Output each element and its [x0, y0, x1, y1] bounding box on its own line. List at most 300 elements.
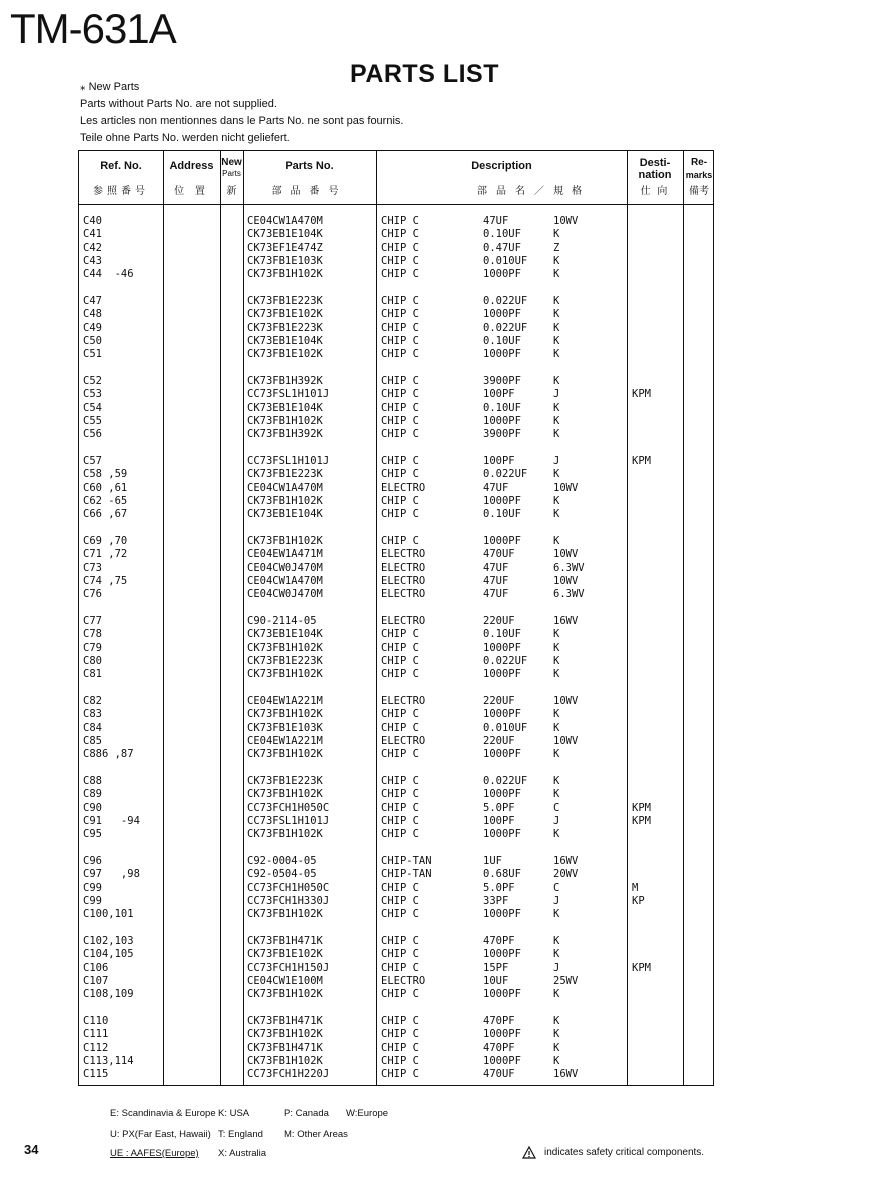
part-name-cell: ELECTRO	[381, 574, 426, 587]
ref-cell: C89	[83, 788, 102, 801]
part-number-cell: CK73EF1E474Z	[247, 241, 323, 254]
parts-group	[79, 375, 715, 455]
rating-cell: K	[553, 494, 560, 507]
value-cell: 0.68UF	[483, 868, 521, 881]
part-number-cell: CE04EW1A471M	[247, 548, 323, 561]
part-number-cell: CK73FB1E223K	[247, 654, 323, 667]
table-row	[79, 562, 715, 575]
part-number-cell: CK73FB1H102K	[247, 788, 323, 801]
rating-cell: K	[553, 721, 560, 734]
value-cell: 0.10UF	[483, 508, 521, 521]
value-cell: 47UF	[483, 215, 509, 227]
part-number-cell: CC73FCH1H050C	[247, 801, 330, 814]
ref-cell: C90	[83, 801, 102, 814]
part-number-cell: CK73FB1H471K	[247, 1015, 323, 1027]
rating-cell: K	[553, 308, 560, 321]
part-number-cell: CK73FB1H102K	[247, 414, 323, 427]
rating-cell: K	[553, 788, 560, 801]
table-row	[79, 908, 715, 921]
part-name-cell: CHIP-TAN	[381, 868, 432, 881]
part-name-cell: ELECTRO	[381, 734, 426, 747]
ref-cell: C80	[83, 654, 102, 667]
part-name-cell: CHIP C	[381, 295, 419, 307]
notes-block	[80, 79, 403, 147]
part-number-cell: C90-2114-05	[247, 615, 317, 627]
part-number-cell: CE04CW0J470M	[247, 561, 323, 574]
ref-cell: C56	[83, 428, 102, 441]
table-row	[79, 375, 715, 388]
col-header-address: Address	[169, 160, 214, 172]
rating-cell: J	[553, 814, 560, 827]
table-row	[79, 868, 715, 881]
rating-cell: 16WV	[553, 855, 579, 867]
value-cell: 470PF	[483, 935, 515, 947]
rating-cell: 10WV	[553, 695, 579, 707]
value-cell: 5.0PF	[483, 801, 515, 814]
part-name-cell: CHIP C	[381, 788, 419, 801]
rating-cell: K	[553, 775, 560, 787]
table-row	[79, 295, 715, 308]
part-name-cell: CHIP C	[381, 268, 419, 281]
col-header-destination-jp: 仕 向	[640, 186, 670, 197]
part-number-cell: CK73FB1H102K	[247, 268, 323, 281]
part-number-cell: CK73FB1H102K	[247, 494, 323, 507]
table-row	[79, 668, 715, 681]
part-name-cell: CHIP C	[381, 721, 419, 734]
table-row	[79, 455, 715, 468]
rating-cell: K	[553, 375, 560, 387]
table-row	[79, 308, 715, 321]
ref-cell: C81	[83, 668, 102, 681]
part-name-cell: CHIP C	[381, 321, 419, 334]
value-cell: 1000PF	[483, 535, 521, 547]
table-row	[79, 388, 715, 401]
rating-cell: 10WV	[553, 734, 579, 747]
table-row	[79, 215, 715, 228]
part-number-cell: CK73EB1E104K	[247, 508, 323, 521]
part-name-cell: CHIP C	[381, 1054, 419, 1067]
ref-cell: C99	[83, 894, 102, 907]
part-name-cell: CHIP C	[381, 308, 419, 321]
part-name-cell: CHIP C	[381, 654, 419, 667]
part-number-cell: CK73FB1H102K	[247, 535, 323, 547]
ref-cell: C78	[83, 628, 102, 641]
table-row	[79, 815, 715, 828]
ref-cell: C73	[83, 561, 102, 574]
col-header-destination: Desti- nation	[638, 157, 672, 181]
value-cell: 1000PF	[483, 1054, 521, 1067]
new-parts-note: ⁎ New Parts	[80, 81, 140, 93]
note-fr: Les articles non mentionnes dans le Parts No. ne sont pas fournis.	[80, 115, 404, 127]
note-en: Parts without Parts No. are not supplied.	[80, 98, 277, 110]
model-number: TM-631A	[10, 5, 176, 52]
rating-cell: K	[553, 628, 560, 641]
ref-cell: C111	[83, 1028, 109, 1041]
table-row	[79, 508, 715, 521]
part-name-cell: CHIP C	[381, 801, 419, 814]
col-header-description: Description	[471, 160, 532, 172]
part-name-cell: CHIP C	[381, 334, 419, 347]
rating-cell: 25WV	[553, 974, 579, 987]
parts-group	[79, 295, 715, 375]
part-number-cell: CC73FCH1H050C	[247, 881, 330, 894]
rating-cell: K	[553, 641, 560, 654]
col-header-remarks: Re- marks	[685, 157, 713, 180]
value-cell: 1000PF	[483, 1028, 521, 1041]
table-row	[79, 402, 715, 415]
rating-cell: K	[553, 948, 560, 961]
rating-cell: 16WV	[553, 615, 579, 627]
table-row	[79, 322, 715, 335]
part-number-cell: CE04CW1A470M	[247, 481, 323, 494]
table-row	[79, 548, 715, 561]
value-cell: 0.022UF	[483, 468, 528, 481]
destination-cell: M	[632, 881, 639, 894]
ref-cell: C69 ,70	[83, 535, 128, 547]
value-cell: 0.10UF	[483, 334, 521, 347]
col-header-remarks-jp: 備考	[689, 186, 709, 197]
table-row	[79, 695, 715, 708]
part-name-cell: CHIP C	[381, 641, 419, 654]
part-number-cell: CK73FB1H102K	[247, 908, 323, 921]
value-cell: 1000PF	[483, 988, 521, 1001]
rating-cell: K	[553, 508, 560, 521]
rating-cell: K	[553, 228, 560, 241]
rating-cell: K	[553, 295, 560, 307]
part-number-cell: CK73FB1H102K	[247, 708, 323, 721]
rating-cell: K	[553, 535, 560, 547]
part-number-cell: CE04EW1A221M	[247, 695, 323, 707]
value-cell: 470PF	[483, 1041, 515, 1054]
part-number-cell: CK73FB1H102K	[247, 988, 323, 1001]
part-number-cell: CE04EW1A221M	[247, 734, 323, 747]
value-cell: 220UF	[483, 695, 515, 707]
ref-cell: C84	[83, 721, 102, 734]
ref-cell: C107	[83, 974, 109, 987]
part-number-cell: CK73FB1E103K	[247, 254, 323, 267]
table-row	[79, 975, 715, 988]
ref-cell: C55	[83, 414, 102, 427]
value-cell: 47UF	[483, 561, 509, 574]
part-name-cell: CHIP C	[381, 748, 419, 761]
part-number-cell: CK73FB1H102K	[247, 748, 323, 761]
col-header-ref: Ref. No.	[100, 160, 142, 172]
part-number-cell: CC73FSL1H101J	[247, 455, 330, 467]
part-name-cell: CHIP C	[381, 428, 419, 441]
value-cell: 470UF	[483, 548, 515, 561]
rating-cell: 10WV	[553, 574, 579, 587]
part-number-cell: CK73FB1E102K	[247, 308, 323, 321]
value-cell: 1000PF	[483, 828, 521, 841]
parts-rows	[79, 215, 715, 1095]
part-name-cell: CHIP C	[381, 775, 419, 787]
ref-cell: C41	[83, 228, 102, 241]
part-name-cell: CHIP C	[381, 828, 419, 841]
rating-cell: K	[553, 348, 560, 361]
table-row	[79, 428, 715, 441]
part-name-cell: CHIP-TAN	[381, 855, 432, 867]
parts-group	[79, 695, 715, 775]
ref-cell: C47	[83, 295, 102, 307]
parts-group	[79, 615, 715, 695]
value-cell: 1000PF	[483, 414, 521, 427]
rating-cell: 10WV	[553, 481, 579, 494]
ref-cell: C49	[83, 321, 102, 334]
rating-cell: K	[553, 668, 560, 681]
ref-cell: C104,105	[83, 948, 134, 961]
value-cell: 0.022UF	[483, 321, 528, 334]
ref-cell: C106	[83, 961, 109, 974]
rating-cell: K	[553, 908, 560, 921]
rating-cell: J	[553, 388, 560, 401]
rating-cell: 10WV	[553, 215, 579, 227]
table-row	[79, 615, 715, 628]
value-cell: 1000PF	[483, 708, 521, 721]
part-number-cell: CK73EB1E104K	[247, 628, 323, 641]
table-row	[79, 228, 715, 241]
table-row	[79, 775, 715, 788]
part-number-cell: CC73FCH1H220J	[247, 1068, 330, 1081]
value-cell: 15PF	[483, 961, 509, 974]
table-row	[79, 735, 715, 748]
part-number-cell: CK73FB1H392K	[247, 428, 323, 441]
value-cell: 3900PF	[483, 428, 521, 441]
table-row	[79, 988, 715, 1001]
ref-cell: C110	[83, 1015, 109, 1027]
parts-group	[79, 455, 715, 535]
ref-cell: C40	[83, 215, 102, 227]
rating-cell: K	[553, 1054, 560, 1067]
rating-cell: K	[553, 988, 560, 1001]
part-name-cell: CHIP C	[381, 455, 419, 467]
part-name-cell: CHIP C	[381, 935, 419, 947]
table-row	[79, 268, 715, 281]
part-name-cell: CHIP C	[381, 401, 419, 414]
part-name-cell: CHIP C	[381, 668, 419, 681]
value-cell: 470PF	[483, 1015, 515, 1027]
ref-cell: C51	[83, 348, 102, 361]
ref-cell: C44 -46	[83, 268, 134, 281]
part-number-cell: CK73FB1H471K	[247, 1041, 323, 1054]
rating-cell: 6.3WV	[553, 588, 585, 601]
value-cell: 0.022UF	[483, 295, 528, 307]
table-row	[79, 882, 715, 895]
rating-cell: 10WV	[553, 548, 579, 561]
ref-cell: C102,103	[83, 935, 134, 947]
part-name-cell: CHIP C	[381, 1041, 419, 1054]
part-name-cell: CHIP C	[381, 535, 419, 547]
ref-cell: C48	[83, 308, 102, 321]
part-number-cell: CK73EB1E104K	[247, 334, 323, 347]
table-row	[79, 588, 715, 601]
value-cell: 1000PF	[483, 641, 521, 654]
part-number-cell: CK73FB1E223K	[247, 321, 323, 334]
rating-cell: K	[553, 428, 560, 441]
ref-cell: C95	[83, 828, 102, 841]
value-cell: 0.022UF	[483, 775, 528, 787]
destination-cell: KPM	[632, 814, 651, 827]
part-name-cell: CHIP C	[381, 961, 419, 974]
table-row	[79, 348, 715, 361]
col-header-description-jp: 部品名／規格	[477, 186, 591, 197]
table-row	[79, 628, 715, 641]
value-cell: 0.47UF	[483, 241, 521, 254]
value-cell: 0.010UF	[483, 721, 528, 734]
value-cell: 100PF	[483, 388, 515, 401]
part-number-cell: CK73FB1H471K	[247, 935, 323, 947]
table-row	[79, 802, 715, 815]
destination-cell: KPM	[632, 801, 651, 814]
part-name-cell: CHIP C	[381, 894, 419, 907]
value-cell: 1000PF	[483, 308, 521, 321]
value-cell: 0.10UF	[483, 401, 521, 414]
value-cell: 47UF	[483, 574, 509, 587]
table-row	[79, 828, 715, 841]
value-cell: 0.022UF	[483, 654, 528, 667]
ref-cell: C113,114	[83, 1054, 134, 1067]
col-header-partsno: Parts No.	[285, 160, 334, 172]
part-number-cell: CK73FB1E103K	[247, 721, 323, 734]
part-number-cell: CK73FB1H102K	[247, 641, 323, 654]
part-name-cell: ELECTRO	[381, 588, 426, 601]
col-header-partsno-jp: 部品番号	[271, 186, 348, 197]
ref-cell: C52	[83, 375, 102, 387]
rating-cell: K	[553, 828, 560, 841]
ref-cell: C85	[83, 734, 102, 747]
rating-cell: K	[553, 1015, 560, 1027]
rating-cell: K	[553, 254, 560, 267]
ref-cell: C97 ,98	[83, 868, 140, 881]
rating-cell: K	[553, 334, 560, 347]
part-number-cell: CK73FB1H102K	[247, 1028, 323, 1041]
rating-cell: K	[553, 708, 560, 721]
part-name-cell: CHIP C	[381, 628, 419, 641]
table-row	[79, 1042, 715, 1055]
part-number-cell: CK73FB1E102K	[247, 948, 323, 961]
parts-group	[79, 215, 715, 295]
part-number-cell: CK73FB1E223K	[247, 295, 323, 307]
value-cell: 0.10UF	[483, 628, 521, 641]
table-row	[79, 255, 715, 268]
parts-group	[79, 535, 715, 615]
part-name-cell: CHIP C	[381, 881, 419, 894]
part-name-cell: CHIP C	[381, 708, 419, 721]
part-name-cell: ELECTRO	[381, 548, 426, 561]
part-name-cell: CHIP C	[381, 1015, 419, 1027]
note-de: Teile ohne Parts No. werden nicht geliefert.	[80, 132, 290, 144]
ref-cell: C99	[83, 881, 102, 894]
part-name-cell: CHIP C	[381, 948, 419, 961]
parts-group	[79, 775, 715, 855]
rating-cell: K	[553, 321, 560, 334]
table-row	[79, 1028, 715, 1041]
part-number-cell: CK73FB1H102K	[247, 828, 323, 841]
rating-cell: C	[553, 801, 560, 814]
table-row	[79, 1015, 715, 1028]
part-name-cell: CHIP C	[381, 254, 419, 267]
table-row	[79, 1068, 715, 1081]
value-cell: 220UF	[483, 734, 515, 747]
rating-cell: K	[553, 654, 560, 667]
part-name-cell: CHIP C	[381, 228, 419, 241]
rating-cell: K	[553, 414, 560, 427]
rating-cell: K	[553, 468, 560, 481]
table-row	[79, 642, 715, 655]
ref-cell: C74 ,75	[83, 574, 128, 587]
ref-cell: C76	[83, 588, 102, 601]
part-name-cell: CHIP C	[381, 414, 419, 427]
rating-cell: Z	[553, 241, 560, 254]
part-name-cell: ELECTRO	[381, 615, 426, 627]
rating-cell: J	[553, 894, 560, 907]
ref-cell: C108,109	[83, 988, 134, 1001]
table-row	[79, 708, 715, 721]
ref-cell: C82	[83, 695, 102, 707]
page-number: 34	[24, 1142, 39, 1157]
part-number-cell: CE04CW1E100M	[247, 974, 323, 987]
ref-cell: C66 ,67	[83, 508, 128, 521]
part-number-cell: CK73FB1E102K	[247, 348, 323, 361]
col-header-address-jp: 位 置	[174, 186, 209, 197]
table-row	[79, 855, 715, 868]
rating-cell: K	[553, 748, 560, 761]
rating-cell: C	[553, 881, 560, 894]
part-name-cell: CHIP C	[381, 494, 419, 507]
ref-cell: C115	[83, 1068, 109, 1081]
part-name-cell: CHIP C	[381, 814, 419, 827]
value-cell: 10UF	[483, 974, 509, 987]
rating-cell: J	[553, 455, 560, 467]
ref-cell: C88	[83, 775, 102, 787]
value-cell: 100PF	[483, 814, 515, 827]
table-row	[79, 482, 715, 495]
ref-cell: C91 -94	[83, 814, 140, 827]
table-row	[79, 788, 715, 801]
table-row	[79, 575, 715, 588]
part-name-cell: CHIP C	[381, 215, 419, 227]
part-number-cell: CK73FB1E223K	[247, 468, 323, 481]
value-cell: 470UF	[483, 1068, 515, 1081]
col-header-new: New Parts	[221, 157, 242, 178]
part-number-cell: CE04CW0J470M	[247, 588, 323, 601]
col-header-new-jp: 新	[226, 186, 237, 197]
ref-cell: C57	[83, 455, 102, 467]
destination-cell: KP	[632, 894, 645, 907]
table-row	[79, 895, 715, 908]
ref-cell: C58 ,59	[83, 468, 128, 481]
value-cell: 0.10UF	[483, 228, 521, 241]
part-number-cell: CC73FCH1H330J	[247, 894, 330, 907]
value-cell: 1000PF	[483, 668, 521, 681]
table-row	[79, 1055, 715, 1068]
rating-cell: 16WV	[553, 1068, 579, 1081]
rating-cell: K	[553, 1041, 560, 1054]
ref-cell: C96	[83, 855, 102, 867]
ref-cell: C60 ,61	[83, 481, 128, 494]
part-number-cell: C92-0004-05	[247, 855, 317, 867]
ref-cell: C50	[83, 334, 102, 347]
part-name-cell: CHIP C	[381, 508, 419, 521]
part-number-cell: CK73FB1H102K	[247, 668, 323, 681]
value-cell: 47UF	[483, 481, 509, 494]
destination-cell: KPM	[632, 455, 651, 467]
rating-cell: K	[553, 935, 560, 947]
parts-group	[79, 855, 715, 935]
value-cell: 1000PF	[483, 788, 521, 801]
page-title: PARTS LIST	[350, 60, 499, 88]
value-cell: 3900PF	[483, 375, 521, 387]
table-row	[79, 655, 715, 668]
